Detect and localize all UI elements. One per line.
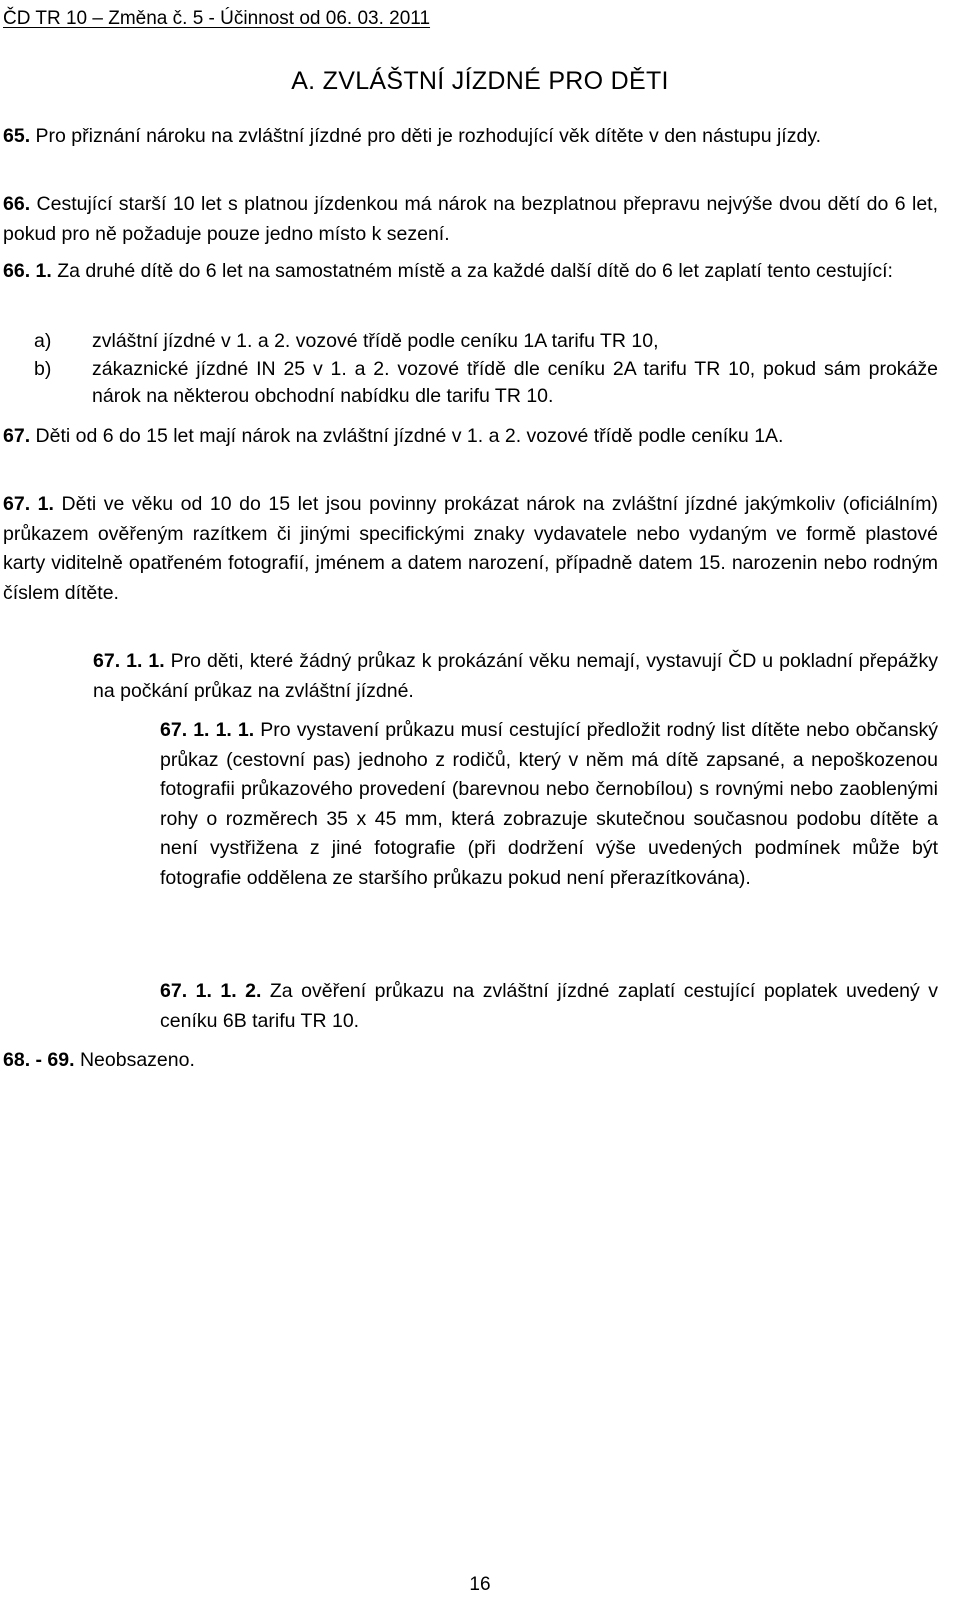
paragraph-number: 67. 1. 1. 2. [160,980,262,1002]
list-item [34,356,938,411]
list-marker: a) [34,330,52,352]
paragraph-67-1 [3,490,938,608]
paragraph-number: 66. 1. [3,260,52,282]
paragraph-67-1-1-1 [160,716,938,893]
paragraph-68-69 [3,1046,938,1076]
list-text: zvláštní jízdné v 1. a 2. vozové třídě podle ceníku 1A tarifu TR 10, [92,330,659,352]
paragraph-number: 65. [3,125,31,147]
list-marker: b) [34,357,52,380]
paragraph-text: Za ověření průkazu na zvláštní jízdné zaplatí cestující poplatek uvedený v ceníku 6B tarifu TR 10. [160,980,939,1032]
paragraph-text: Za druhé dítě do 6 let na samostatném místě a za každé další dítě do 6 let zaplatí tento cestující: [57,260,893,282]
list-item [34,328,938,356]
paragraph-number: 67. 1. [3,493,54,515]
paragraph-66 [3,190,938,249]
paragraph-text: Pro děti, které žádný průkaz k prokázání věku nemají, vystavují ČD u pokladní přepážky na počkání průkaz na zvláštní jízdné. [93,650,938,702]
list-66-1 [34,328,938,411]
paragraph-number: 67. 1. 1. 1. [160,719,255,741]
paragraph-number: 68. - 69. [3,1049,75,1071]
paragraph-text: Pro vystavení průkazu musí cestující předložit rodný list dítěte nebo občanský průkaz (cestovní pas) jednoho z rodičů, který v něm má dítě zapsané, a nepoškozenou fotografii průkazového provedení (barevnou nebo černobílou) s rovnými nebo zaoblenými rohy o rozměrech 35 x 45 mm, která zobrazuje skutečnou současnou podobu dítěte a není vystřižena z jiné fotografie (při dodržení výše uvedených podmínek může být fotografie oddělena ze staršího průkazu pokud není přerazítkována). [160,719,938,889]
paragraph-65 [3,122,938,152]
paragraph-number: 67. 1. 1. [93,650,165,672]
section-title: A. ZVLÁŠTNÍ JÍZDNÉ PRO DĚTI [291,67,669,95]
paragraph-67 [3,422,938,452]
running-header: ČD TR 10 – Změna č. 5 - Účinnost od 06. 03. 2011 [3,8,431,29]
list-text: zákaznické jízdné IN 25 v 1. a 2. vozové třídě dle ceníku 2A tarifu TR 10, pokud sám prokáže nárok na některou obchodní nabídku dle tarifu TR 10. [92,357,938,407]
paragraph-text: Neobsazeno. [79,1049,195,1071]
paragraph-text: Pro přiznání nároku na zvláštní jízdné pro děti je rozhodující věk dítěte v den nástupu jízdy. [35,125,822,147]
paragraph-number: 66. [3,193,31,215]
paragraph-67-1-1-2 [160,977,938,1036]
page-number: 16 [469,1574,491,1595]
paragraph-number: 67. [3,425,31,447]
paragraph-67-1-1 [93,647,938,706]
paragraph-66-1 [3,257,938,287]
paragraph-text: Děti od 6 do 15 let mají nárok na zvláštní jízdné v 1. a 2. vozové třídě podle ceníku 1A. [35,425,784,447]
paragraph-text: Děti ve věku od 10 do 15 let jsou povinny prokázat nárok na zvláštní jízdné jakýmkoliv (oficiálním) průkazem ověřeným razítkem či jinými specifickými znaky vydavatele nebo vydaným ve formě plastové karty viditelně opatřeném fotografií, jménem a datem narození, případně datem 15. narozenin nebo rodným číslem dítěte. [3,493,939,604]
paragraph-text: Cestující starší 10 let s platnou jízdenkou má nárok na bezplatnou přepravu nejvýše dvou dětí do 6 let, pokud pro ně požaduje pouze jedno místo k sezení. [3,193,938,245]
